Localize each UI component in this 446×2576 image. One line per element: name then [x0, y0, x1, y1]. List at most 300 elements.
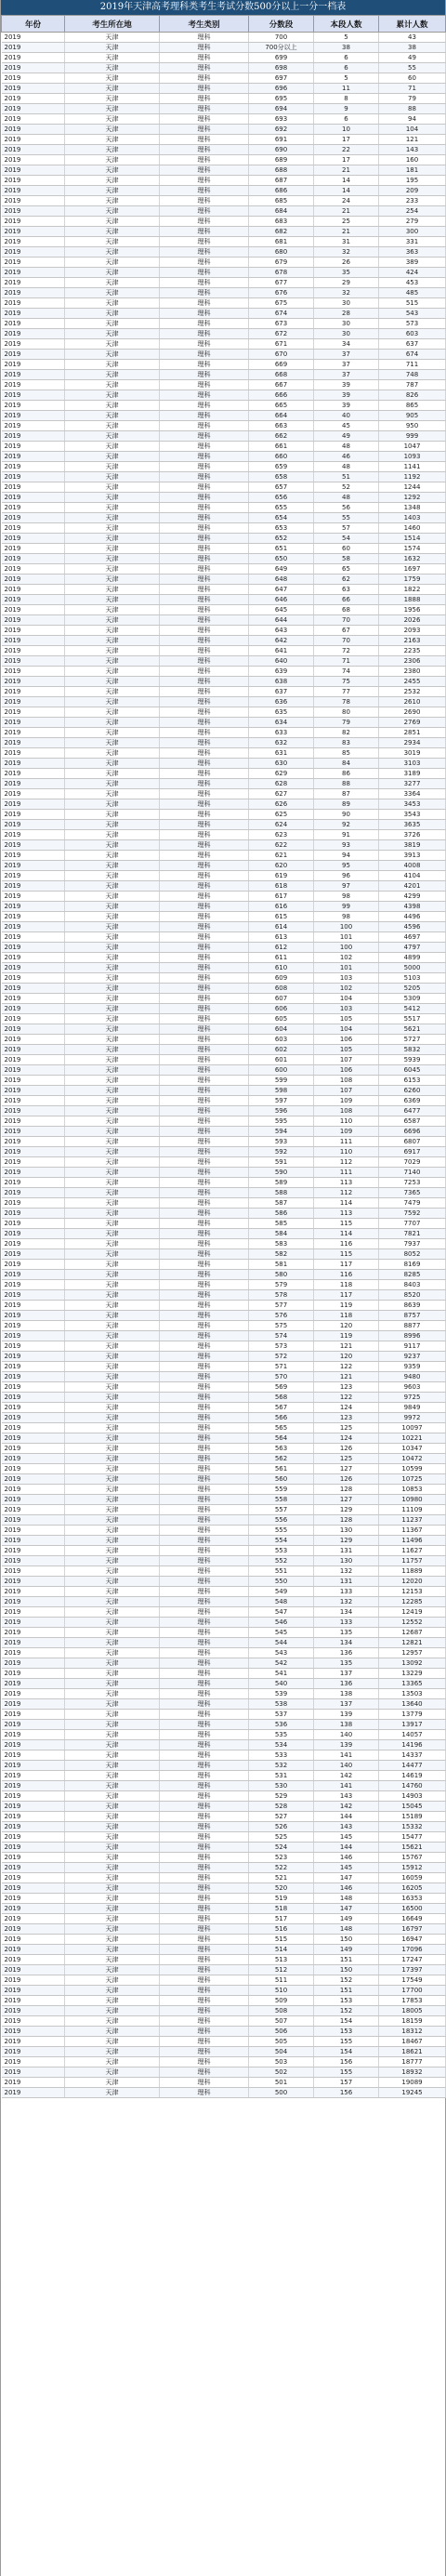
cell-score: 639 — [249, 667, 314, 677]
table-row — [2, 493, 446, 503]
cell-year: 2019 — [2, 1055, 65, 1065]
cell-score: 622 — [249, 840, 314, 851]
cell-count: 83 — [314, 738, 379, 748]
cell-category: 理科 — [160, 1812, 249, 1822]
cell-cumulative: 3819 — [379, 840, 446, 851]
cell-score: 673 — [249, 319, 314, 329]
cell-region: 天津 — [65, 247, 160, 258]
cell-category: 理科 — [160, 1587, 249, 1597]
cell-year: 2019 — [2, 1587, 65, 1597]
table-row — [2, 329, 446, 339]
cell-category: 理科 — [160, 1147, 249, 1157]
cell-category: 理科 — [160, 227, 249, 237]
cell-count: 21 — [314, 165, 379, 176]
cell-count: 68 — [314, 605, 379, 615]
cell-year: 2019 — [2, 1771, 65, 1781]
cell-score: 671 — [249, 339, 314, 350]
cell-category: 理科 — [160, 1239, 249, 1249]
cell-category: 理科 — [160, 452, 249, 462]
cell-category: 理科 — [160, 1781, 249, 1791]
cell-cumulative: 2163 — [379, 636, 446, 646]
cell-year: 2019 — [2, 1669, 65, 1679]
cell-score: 631 — [249, 748, 314, 759]
cell-year: 2019 — [2, 288, 65, 298]
cell-count: 79 — [314, 718, 379, 728]
table-row — [2, 309, 446, 319]
cell-region: 天津 — [65, 1290, 160, 1301]
cell-year: 2019 — [2, 718, 65, 728]
cell-count: 104 — [314, 1024, 379, 1035]
cell-count: 37 — [314, 360, 379, 370]
cell-cumulative: 1047 — [379, 442, 446, 452]
cell-year: 2019 — [2, 1730, 65, 1740]
cell-count: 131 — [314, 1546, 379, 1556]
cell-count: 39 — [314, 401, 379, 411]
cell-count: 108 — [314, 1106, 379, 1116]
table-row — [2, 922, 446, 932]
cell-count: 115 — [314, 1219, 379, 1229]
cell-year: 2019 — [2, 1239, 65, 1249]
cell-category: 理科 — [160, 534, 249, 544]
table-row — [2, 370, 446, 380]
cell-category: 理科 — [160, 114, 249, 125]
cell-region: 天津 — [65, 922, 160, 932]
cell-region: 天津 — [65, 1699, 160, 1710]
cell-region: 天津 — [65, 830, 160, 840]
cell-score: 502 — [249, 2067, 314, 2078]
cell-region: 天津 — [65, 1076, 160, 1086]
cell-category: 理科 — [160, 1515, 249, 1526]
table-row — [2, 1045, 446, 1055]
cell-score: 650 — [249, 554, 314, 564]
cell-score: 505 — [249, 2037, 314, 2047]
cell-category: 理科 — [160, 1924, 249, 1935]
cell-score: 695 — [249, 94, 314, 104]
cell-region: 天津 — [65, 728, 160, 738]
cell-count: 153 — [314, 2027, 379, 2037]
table-row — [2, 1382, 446, 1393]
cell-category: 理科 — [160, 1086, 249, 1096]
cell-category: 理科 — [160, 1035, 249, 1045]
cell-cumulative: 1888 — [379, 595, 446, 605]
cell-cumulative: 9359 — [379, 1362, 446, 1372]
cell-cumulative: 49 — [379, 53, 446, 63]
cell-score: 626 — [249, 799, 314, 810]
cell-cumulative: 12020 — [379, 1577, 446, 1587]
cell-year: 2019 — [2, 932, 65, 943]
cell-count: 55 — [314, 513, 379, 523]
cell-score: 548 — [249, 1597, 314, 1607]
cell-year: 2019 — [2, 1526, 65, 1536]
cell-cumulative: 14057 — [379, 1730, 446, 1740]
cell-count: 14 — [314, 186, 379, 196]
cell-category: 理科 — [160, 1362, 249, 1372]
table-row — [2, 217, 446, 227]
cell-year: 2019 — [2, 1566, 65, 1577]
cell-score: 669 — [249, 360, 314, 370]
cell-count: 92 — [314, 820, 379, 830]
cell-category: 理科 — [160, 605, 249, 615]
cell-cumulative: 9237 — [379, 1352, 446, 1362]
table-row — [2, 1802, 446, 1812]
cell-region: 天津 — [65, 1986, 160, 1996]
cell-region: 天津 — [65, 1710, 160, 1720]
score-distribution-table — [1, 15, 446, 2098]
table-row — [2, 994, 446, 1004]
cell-cumulative: 3635 — [379, 820, 446, 830]
cell-count: 126 — [314, 1444, 379, 1454]
cell-region: 天津 — [65, 1229, 160, 1239]
cell-score: 616 — [249, 902, 314, 912]
cell-score: 653 — [249, 523, 314, 534]
table-row — [2, 1628, 446, 1638]
cell-region: 天津 — [65, 380, 160, 390]
cell-category: 理科 — [160, 1352, 249, 1362]
cell-cumulative: 905 — [379, 411, 446, 421]
column-header-count: 本段人数 — [314, 16, 379, 33]
cell-count: 133 — [314, 1618, 379, 1628]
table-row — [2, 442, 446, 452]
cell-cumulative: 7029 — [379, 1157, 446, 1168]
table-row — [2, 125, 446, 135]
cell-cumulative: 11627 — [379, 1546, 446, 1556]
cell-count: 146 — [314, 1883, 379, 1894]
cell-count: 31 — [314, 237, 379, 247]
table-row — [2, 984, 446, 994]
cell-year: 2019 — [2, 503, 65, 513]
cell-year: 2019 — [2, 1270, 65, 1280]
cell-cumulative: 363 — [379, 247, 446, 258]
cell-category: 理科 — [160, 1761, 249, 1771]
table-row — [2, 1587, 446, 1597]
cell-cumulative: 18932 — [379, 2067, 446, 2078]
cell-score: 523 — [249, 1853, 314, 1863]
cell-score: 525 — [249, 1832, 314, 1843]
cell-region: 天津 — [65, 94, 160, 104]
cell-category: 理科 — [160, 615, 249, 626]
cell-cumulative: 12552 — [379, 1618, 446, 1628]
cell-count: 151 — [314, 1986, 379, 1996]
cell-cumulative: 10472 — [379, 1454, 446, 1464]
cell-region: 天津 — [65, 973, 160, 984]
cell-cumulative: 4398 — [379, 902, 446, 912]
cell-cumulative: 2851 — [379, 728, 446, 738]
cell-year: 2019 — [2, 104, 65, 114]
cell-region: 天津 — [65, 1843, 160, 1853]
cell-cumulative: 11496 — [379, 1536, 446, 1546]
cell-cumulative: 3726 — [379, 830, 446, 840]
cell-category: 理科 — [160, 1832, 249, 1843]
cell-year: 2019 — [2, 1331, 65, 1341]
cell-category: 理科 — [160, 1740, 249, 1750]
cell-region: 天津 — [65, 43, 160, 53]
cell-year: 2019 — [2, 636, 65, 646]
cell-score: 513 — [249, 1955, 314, 1965]
table-row — [2, 748, 446, 759]
cell-score: 687 — [249, 176, 314, 186]
cell-count: 143 — [314, 1791, 379, 1802]
cell-year: 2019 — [2, 1474, 65, 1485]
cell-score: 512 — [249, 1965, 314, 1975]
cell-category: 理科 — [160, 370, 249, 380]
cell-year: 2019 — [2, 462, 65, 472]
table-header — [2, 16, 446, 33]
table-row — [2, 2078, 446, 2088]
cell-year: 2019 — [2, 1188, 65, 1198]
cell-cumulative: 3913 — [379, 851, 446, 861]
cell-category: 理科 — [160, 810, 249, 820]
cell-category: 理科 — [160, 1710, 249, 1720]
cell-count: 70 — [314, 615, 379, 626]
cell-cumulative: 14477 — [379, 1761, 446, 1771]
cell-count: 98 — [314, 892, 379, 902]
cell-region: 天津 — [65, 1996, 160, 2006]
table-row — [2, 145, 446, 155]
cell-region: 天津 — [65, 390, 160, 401]
cell-count: 129 — [314, 1536, 379, 1546]
cell-region: 天津 — [65, 1965, 160, 1975]
table-row — [2, 2057, 446, 2067]
cell-region: 天津 — [65, 360, 160, 370]
cell-count: 89 — [314, 799, 379, 810]
cell-region: 天津 — [65, 748, 160, 759]
cell-score: 528 — [249, 1802, 314, 1812]
cell-category: 理科 — [160, 401, 249, 411]
cell-region: 天津 — [65, 1628, 160, 1638]
cell-score: 629 — [249, 769, 314, 779]
cell-count: 58 — [314, 554, 379, 564]
cell-score: 662 — [249, 431, 314, 442]
cell-cumulative: 5000 — [379, 963, 446, 973]
cell-year: 2019 — [2, 667, 65, 677]
cell-count: 150 — [314, 1935, 379, 1945]
cell-year: 2019 — [2, 1106, 65, 1116]
table-row — [2, 1147, 446, 1157]
cell-score: 510 — [249, 1986, 314, 1996]
table-row — [2, 1965, 446, 1975]
cell-year: 2019 — [2, 861, 65, 871]
cell-category: 理科 — [160, 503, 249, 513]
cell-region: 天津 — [65, 687, 160, 697]
cell-score: 606 — [249, 1004, 314, 1014]
table-row — [2, 1270, 446, 1280]
cell-region: 天津 — [65, 1341, 160, 1352]
cell-cumulative: 4299 — [379, 892, 446, 902]
cell-year: 2019 — [2, 482, 65, 493]
cell-year: 2019 — [2, 1341, 65, 1352]
cell-count: 57 — [314, 523, 379, 534]
cell-year: 2019 — [2, 73, 65, 84]
cell-cumulative: 2455 — [379, 677, 446, 687]
cell-score: 652 — [249, 534, 314, 544]
cell-count: 147 — [314, 1873, 379, 1883]
cell-year: 2019 — [2, 186, 65, 196]
cell-region: 天津 — [65, 431, 160, 442]
table-row — [2, 1812, 446, 1822]
cell-count: 130 — [314, 1556, 379, 1566]
table-row — [2, 820, 446, 830]
cell-score: 597 — [249, 1096, 314, 1106]
cell-score: 621 — [249, 851, 314, 861]
cell-region: 天津 — [65, 1413, 160, 1423]
table-row — [2, 1832, 446, 1843]
cell-cumulative: 331 — [379, 237, 446, 247]
cell-region: 天津 — [65, 1955, 160, 1965]
cell-score: 665 — [249, 401, 314, 411]
cell-region: 天津 — [65, 1750, 160, 1761]
cell-category: 理科 — [160, 1301, 249, 1311]
cell-score: 519 — [249, 1894, 314, 1904]
cell-year: 2019 — [2, 1454, 65, 1464]
cell-score: 691 — [249, 135, 314, 145]
cell-year: 2019 — [2, 1945, 65, 1955]
cell-cumulative: 5727 — [379, 1035, 446, 1045]
table-row — [2, 1536, 446, 1546]
cell-year: 2019 — [2, 1628, 65, 1638]
table-row — [2, 1689, 446, 1699]
table-row — [2, 1290, 446, 1301]
cell-cumulative: 543 — [379, 309, 446, 319]
cell-score: 534 — [249, 1740, 314, 1750]
cell-count: 32 — [314, 288, 379, 298]
cell-category: 理科 — [160, 1290, 249, 1301]
cell-score: 601 — [249, 1055, 314, 1065]
cell-year: 2019 — [2, 278, 65, 288]
cell-score: 520 — [249, 1883, 314, 1894]
table-row — [2, 452, 446, 462]
table-row — [2, 534, 446, 544]
cell-score: 554 — [249, 1536, 314, 1546]
cell-cumulative: 826 — [379, 390, 446, 401]
cell-year: 2019 — [2, 1014, 65, 1024]
table-row — [2, 1168, 446, 1178]
cell-year: 2019 — [2, 237, 65, 247]
cell-region: 天津 — [65, 677, 160, 687]
table-row — [2, 298, 446, 309]
cell-count: 116 — [314, 1239, 379, 1249]
table-row — [2, 1924, 446, 1935]
cell-count: 8 — [314, 94, 379, 104]
table-row — [2, 585, 446, 595]
cell-count: 149 — [314, 1914, 379, 1924]
table-title: 2019年天津高考理科类考生考试分数500分以上一分一档表 — [1, 0, 445, 15]
cell-region: 天津 — [65, 114, 160, 125]
cell-count: 121 — [314, 1372, 379, 1382]
cell-year: 2019 — [2, 1812, 65, 1822]
cell-cumulative: 2610 — [379, 697, 446, 707]
cell-cumulative: 10599 — [379, 1464, 446, 1474]
cell-score: 670 — [249, 350, 314, 360]
table-row — [2, 1137, 446, 1147]
cell-category: 理科 — [160, 1843, 249, 1853]
cell-cumulative: 8520 — [379, 1290, 446, 1301]
cell-score: 585 — [249, 1219, 314, 1229]
cell-region: 天津 — [65, 1873, 160, 1883]
cell-category: 理科 — [160, 84, 249, 94]
cell-cumulative: 7479 — [379, 1198, 446, 1209]
cell-cumulative: 16205 — [379, 1883, 446, 1894]
cell-count: 142 — [314, 1771, 379, 1781]
cell-year: 2019 — [2, 810, 65, 820]
cell-year: 2019 — [2, 1638, 65, 1648]
cell-count: 87 — [314, 789, 379, 799]
cell-cumulative: 6153 — [379, 1076, 446, 1086]
cell-year: 2019 — [2, 1577, 65, 1587]
cell-cumulative: 6807 — [379, 1137, 446, 1147]
cell-cumulative: 2235 — [379, 646, 446, 656]
table-row — [2, 544, 446, 554]
cell-region: 天津 — [65, 513, 160, 523]
cell-count: 117 — [314, 1260, 379, 1270]
cell-cumulative: 8052 — [379, 1249, 446, 1260]
cell-cumulative: 6477 — [379, 1106, 446, 1116]
table-row — [2, 186, 446, 196]
table-row — [2, 1433, 446, 1444]
cell-region: 天津 — [65, 718, 160, 728]
table-row — [2, 953, 446, 963]
table-row — [2, 1791, 446, 1802]
cell-category: 理科 — [160, 1965, 249, 1975]
cell-count: 6 — [314, 63, 379, 73]
cell-year: 2019 — [2, 1597, 65, 1607]
table-row — [2, 963, 446, 973]
cell-region: 天津 — [65, 626, 160, 636]
table-row — [2, 1198, 446, 1209]
cell-count: 86 — [314, 769, 379, 779]
cell-count: 114 — [314, 1229, 379, 1239]
cell-count: 136 — [314, 1648, 379, 1658]
cell-year: 2019 — [2, 1658, 65, 1669]
cell-count: 48 — [314, 442, 379, 452]
cell-region: 天津 — [65, 1249, 160, 1260]
cell-category: 理科 — [160, 2078, 249, 2088]
cell-region: 天津 — [65, 1802, 160, 1812]
cell-region: 天津 — [65, 1209, 160, 1219]
cell-score: 634 — [249, 718, 314, 728]
cell-category: 理科 — [160, 1413, 249, 1423]
cell-region: 天津 — [65, 329, 160, 339]
table-row — [2, 1341, 446, 1352]
table-row — [2, 1127, 446, 1137]
table-row — [2, 1219, 446, 1229]
cell-cumulative: 11367 — [379, 1526, 446, 1536]
cell-score: 656 — [249, 493, 314, 503]
cell-region: 天津 — [65, 1239, 160, 1249]
table-row — [2, 595, 446, 605]
cell-region: 天津 — [65, 943, 160, 953]
cell-category: 理科 — [160, 217, 249, 227]
cell-score: 531 — [249, 1771, 314, 1781]
cell-count: 54 — [314, 534, 379, 544]
cell-region: 天津 — [65, 1822, 160, 1832]
cell-region: 天津 — [65, 1771, 160, 1781]
cell-count: 34 — [314, 339, 379, 350]
cell-region: 天津 — [65, 1935, 160, 1945]
cell-score: 648 — [249, 575, 314, 585]
cell-score: 563 — [249, 1444, 314, 1454]
cell-year: 2019 — [2, 799, 65, 810]
cell-region: 天津 — [65, 155, 160, 165]
cell-cumulative: 13229 — [379, 1669, 446, 1679]
column-header-region: 考生所在地 — [65, 16, 160, 33]
cell-score: 666 — [249, 390, 314, 401]
cell-score: 511 — [249, 1975, 314, 1986]
cell-cumulative: 5205 — [379, 984, 446, 994]
table-row — [2, 1577, 446, 1587]
cell-region: 天津 — [65, 1863, 160, 1873]
cell-score: 503 — [249, 2057, 314, 2067]
cell-category: 理科 — [160, 636, 249, 646]
